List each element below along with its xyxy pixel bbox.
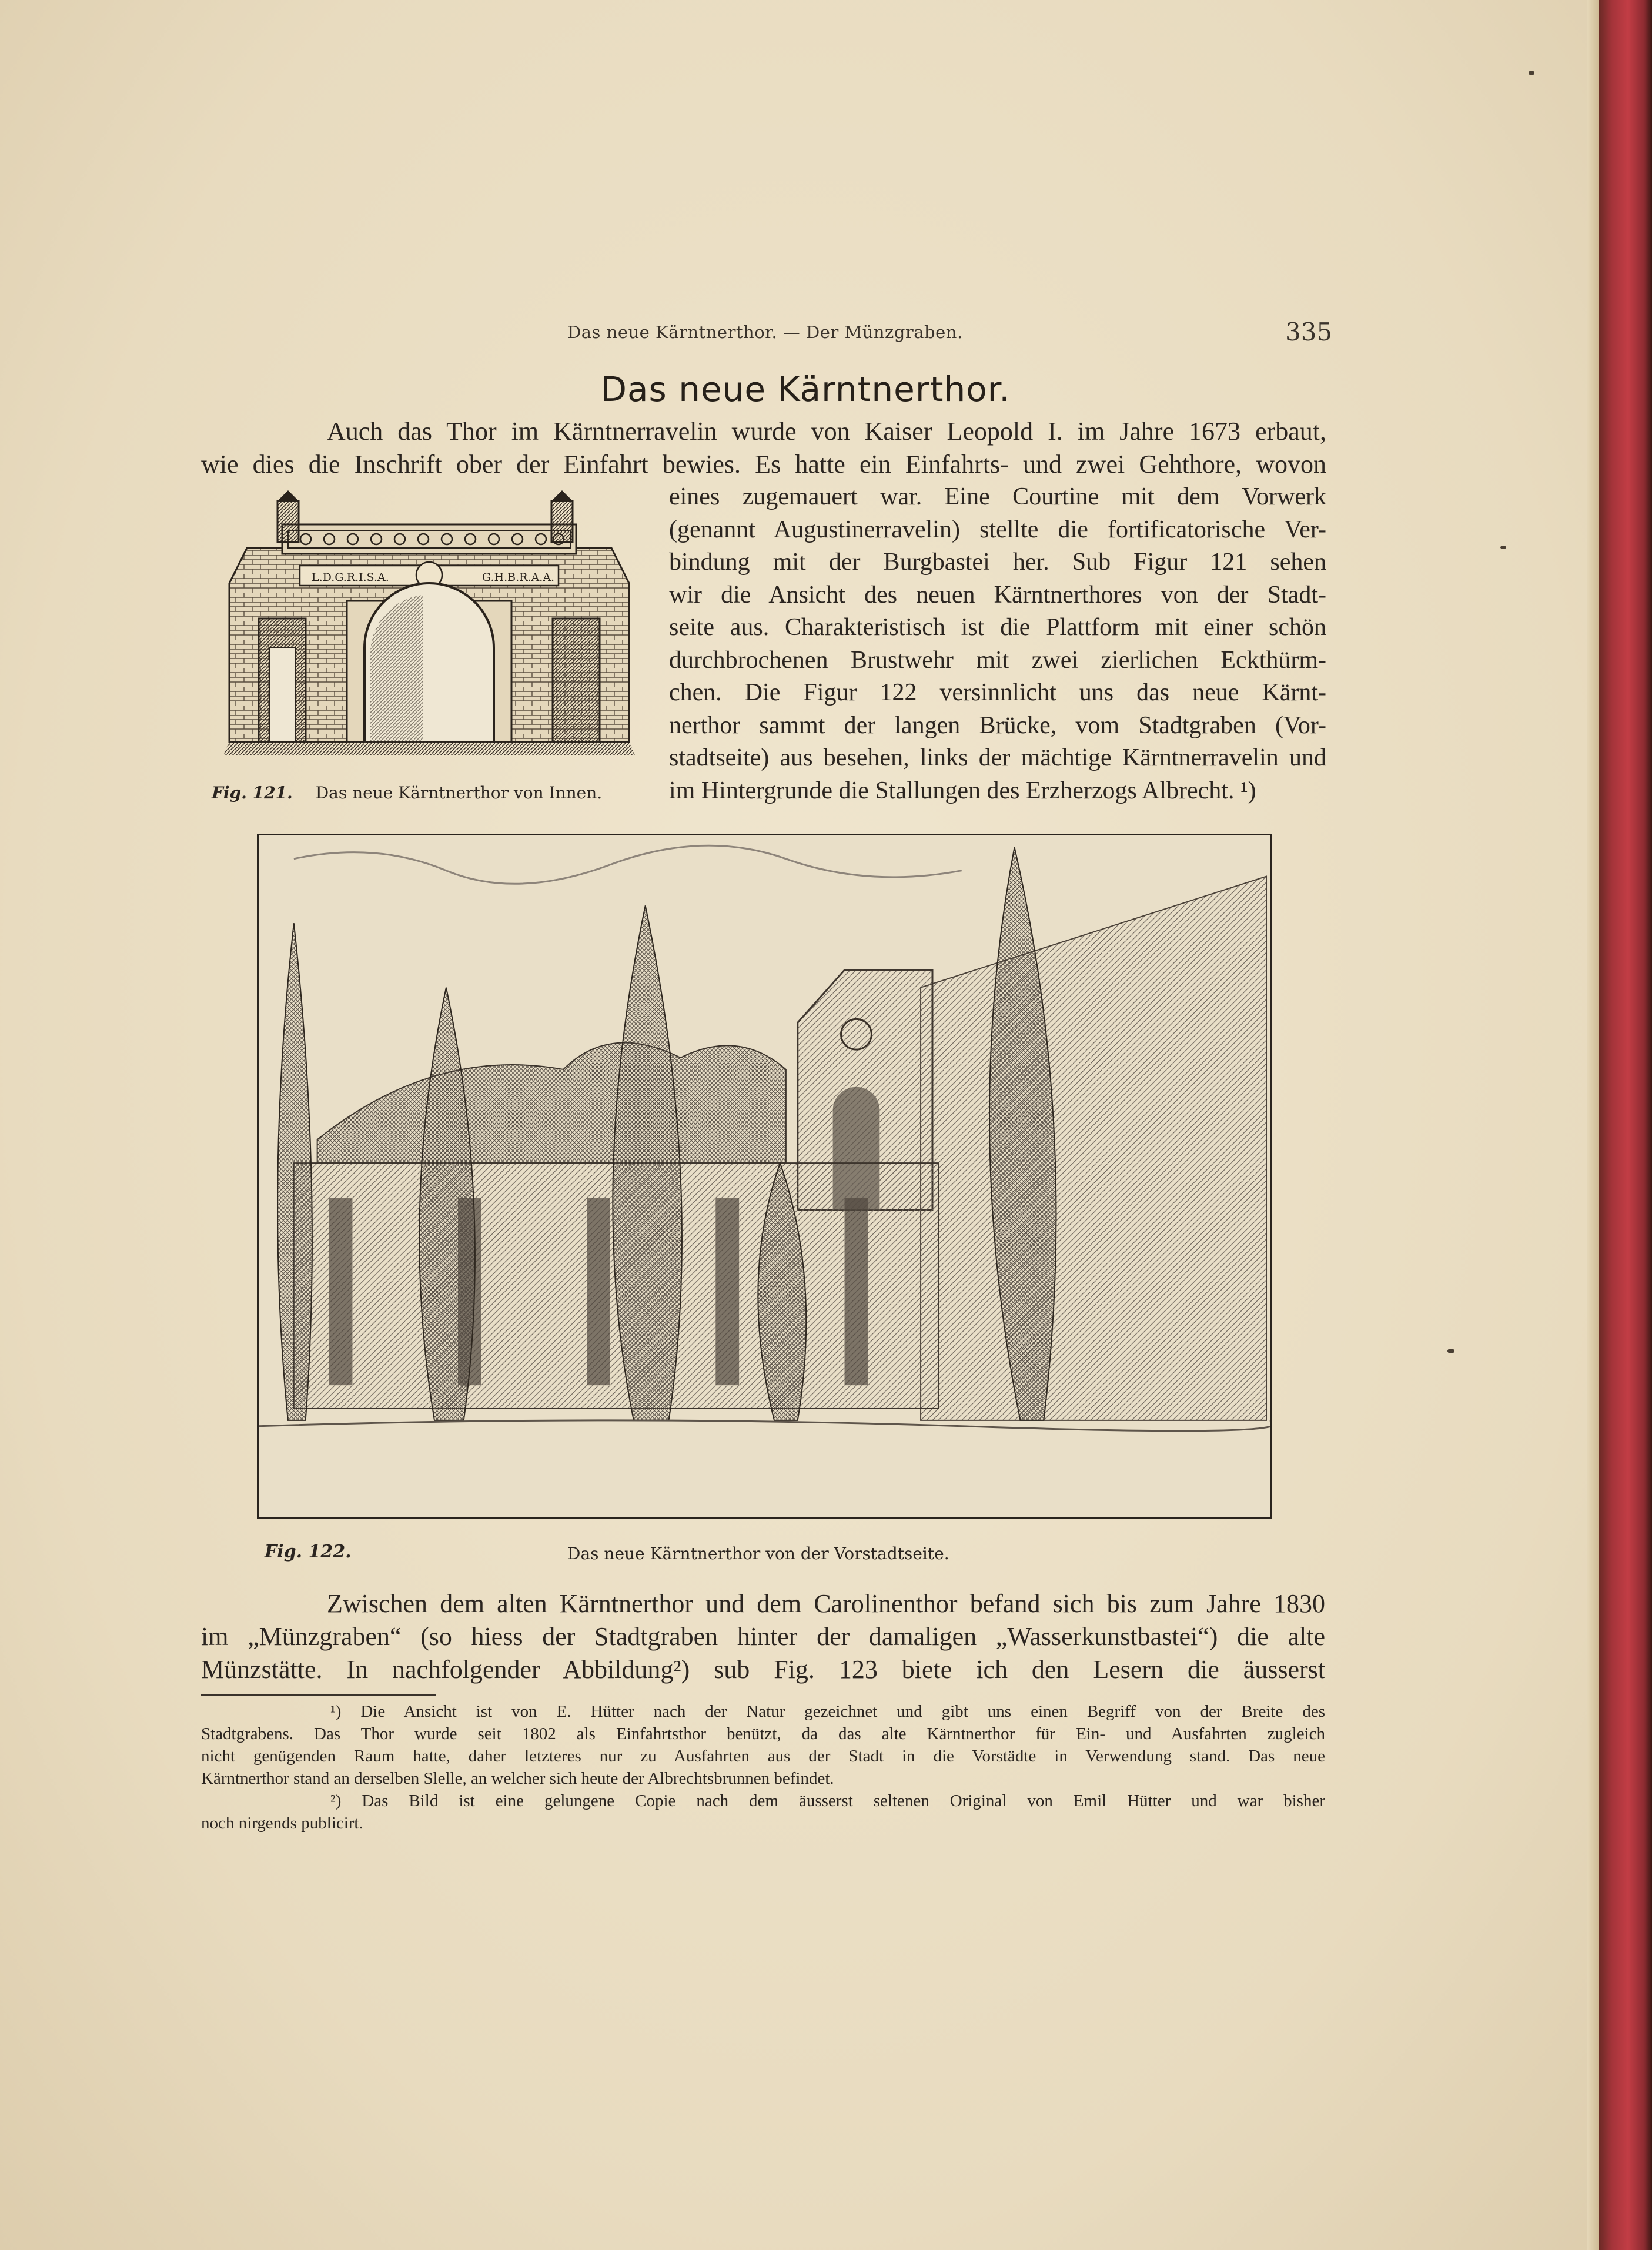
figure-121-caption-row <box>212 783 644 803</box>
text-line: (genannt Augustinerravelin) stellte die fortificatorische Ver- <box>669 516 1326 543</box>
ink-speck <box>1529 71 1534 75</box>
paragraph-muenzgraben <box>201 1587 1325 1686</box>
footnotes <box>201 1700 1325 1834</box>
text-line: chen. Die Figur 122 versinnlicht uns das neue Kärnt- <box>669 679 1326 706</box>
ink-speck <box>1500 546 1506 549</box>
figure-121-caption: Das neue Kärntnerthor von Innen. <box>315 783 603 803</box>
text-line: wir die Ansicht des neuen Kärntnerthores von der Stadt- <box>669 581 1326 609</box>
text-line: Zwischen dem alten Kärntnerthor und dem Carolinenthor befand sich bis zum Jahre 1830 <box>327 1589 1325 1618</box>
figure-122-caption: Das neue Kärntnerthor von der Vorstadtseite. <box>567 1544 949 1563</box>
figure-121-gate-illustration <box>223 489 635 755</box>
text-line: im Hintergrunde die Stallungen des Erzherzogs Albrecht. ¹) <box>669 777 1256 804</box>
text-line: nerthor sammt der langen Brücke, vom Stadtgraben (Vor- <box>669 711 1326 739</box>
text-line: bindung mit der Burgbastei her. Sub Figur 121 sehen <box>669 549 1326 576</box>
figure-122-label: Fig. 122. <box>265 1542 352 1562</box>
ink-speck <box>1447 1349 1454 1353</box>
footnote-line: noch nirgends publicirt. <box>201 1814 363 1833</box>
footnote-line: nicht genügenden Raum hatte, daher letzteres nur zu Ausfahrten aus der Stadt in die Vorstädte in Verwendung stand. Das neue <box>201 1747 1325 1766</box>
footnote-rule <box>201 1694 436 1696</box>
footnote-line: ²) Das Bild ist eine gelungene Copie nach dem äusserst seltenen Original von Emil Hütter und war bisher <box>330 1791 1325 1810</box>
footnote-line: Stadtgrabens. Das Thor wurde seit 1802 als Einfahrtsthor benützt, da das alte Kärntnerthor für Ein- und Ausfahrten zugleich <box>201 1724 1325 1743</box>
gate-inscription-left: L.D.G.R.I.S.A. <box>312 571 389 584</box>
corner-turret-left <box>277 501 299 542</box>
intro-line-2: wie dies die Inschrift ober der Einfahrt bewies. Es hatte ein Einfahrts- und zwei Gehthore, wovon <box>201 450 1326 479</box>
text-line: durchbrochenen Brustwehr mit zwei zierlichen Eckthürm- <box>669 646 1326 674</box>
footnote-line: Kärntnerthor stand an derselben Slelle, an welcher sich heute der Albrechtsbrunnen befindet. <box>201 1769 834 1788</box>
section-title: Das neue Kärntnerthor. <box>600 369 1011 409</box>
red-binding-edge <box>1599 0 1652 2250</box>
text-line: stadtseite) aus besehen, links der mächtige Kärntnerravelin und <box>669 744 1326 771</box>
side-portal-right <box>553 619 600 742</box>
column-text <box>669 481 1326 807</box>
corner-turret-right <box>551 501 573 542</box>
text-line: seite aus. Charakteristisch ist die Plattform mit einer schön <box>669 614 1326 641</box>
text-line: Münzstätte. In nachfolgender Abbildung²) sub Fig. 123 biete ich den Lesern die äusserst <box>201 1655 1325 1684</box>
footnote-line: ¹) Die Ansicht ist von E. Hütter nach der Natur gezeichnet und gibt uns einen Begriff von der Breite des <box>330 1702 1325 1721</box>
text-line: eines zugemauert war. Eine Courtine mit dem Vorwerk <box>669 483 1326 510</box>
intro-line-1: Auch das Thor im Kärntnerravelin wurde von Kaiser Leopold I. im Jahre 1673 erbaut, <box>327 417 1326 446</box>
text-line: im „Münzgraben“ (so hiess der Stadtgraben hinter der damaligen „Wasserkunstbastei“) die alte <box>201 1622 1325 1651</box>
figure-121-label: Fig. 121. <box>212 783 293 803</box>
page-number: 335 <box>1285 317 1333 346</box>
running-head: Das neue Kärntnerthor. — Der Münzgraben. <box>567 322 963 342</box>
figure-122-landscape-illustration <box>257 834 1272 1519</box>
gate-inscription-right: G.H.B.R.A.A. <box>482 571 555 584</box>
